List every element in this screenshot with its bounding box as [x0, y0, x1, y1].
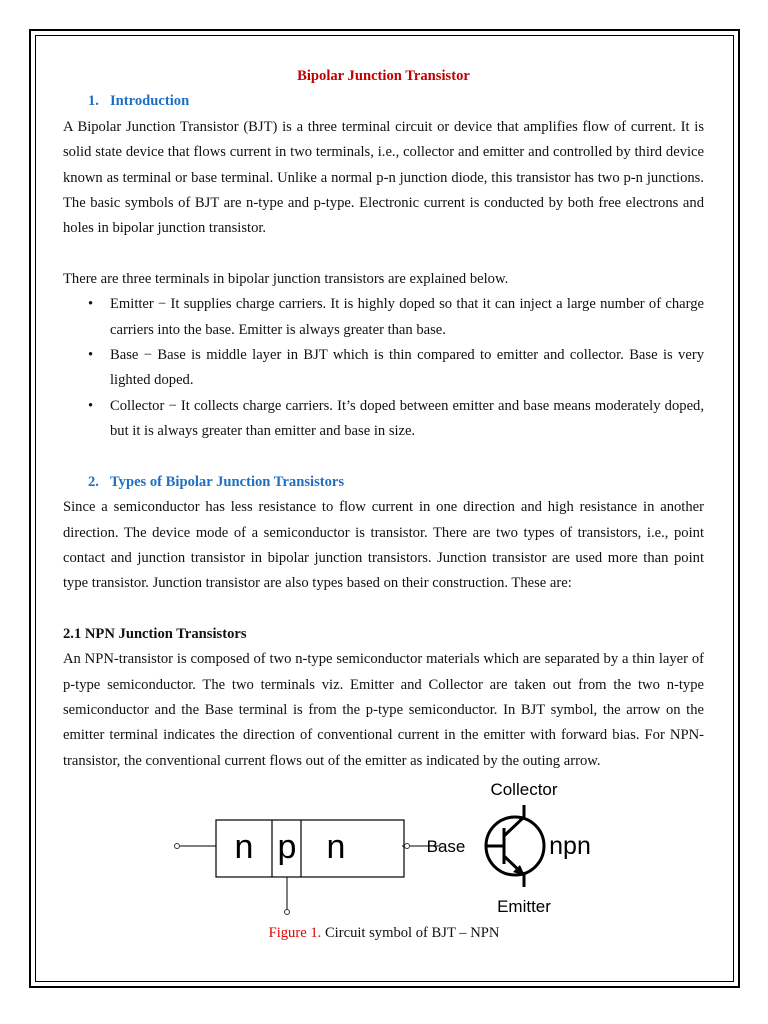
- list-item-emitter: • Emitter − It supplies charge carriers. It is highly doped so that it can inject a large number of charge carriers into the base. Emitter is always greater than base.: [63, 292, 704, 343]
- n-region-right: n: [326, 828, 346, 866]
- npn-transistor-symbol: [486, 805, 544, 887]
- list-item-collector: • Collector − It collects charge carriers. It’s doped between emitter and base means moderately doped, but it is always greater than emitter and base in size.: [63, 394, 704, 445]
- section-heading-introduction: [63, 89, 704, 114]
- terminals-intro: There are three terminals in bipolar junction transistors are explained below.: [63, 270, 509, 287]
- section-heading-types: [63, 470, 704, 495]
- subsection-heading-npn: 2.1 NPN Junction Transistors: [63, 625, 247, 642]
- terminal-dot: [405, 844, 410, 849]
- npn-type-label: npn: [549, 832, 591, 860]
- intro-paragraph: A Bipolar Junction Transistor (BJT) is a three terminal circuit or device that amplifies flow of current. It is solid state device that flows current in two terminals, i.e., collector and emitter and controlled by third device known as terminal or base terminal. Unlike a normal p-n junction diode, this transistor has two p-n junctions. The basic symbols of BJT are n-type and p-type. Electronic current is conducted by both free electrons and holes in bipolar junction transistor.: [63, 118, 704, 237]
- section-title: Introduction: [110, 93, 190, 110]
- types-paragraph: Since a semiconductor has less resistance to flow current in one direction and high resistance in another direction. The device mode of a semiconductor is transistor. There are two types of transistors, i.e., point contact and junction transistor in bipolar junction transistors. Junction transistor are used more than point type transistor. Junction transistor are also types based on their construction. These are:: [63, 499, 704, 592]
- n-region-left: n: [234, 828, 254, 866]
- terminals-list: [63, 292, 704, 444]
- npn-paragraph: An NPN-transistor is composed of two n-type semiconductor materials which are separated by a thin layer of p-type semiconductor. The two terminals viz. Emitter and Collector are taken out from the two n-type semiconductor and the Base terminal is from the p-type semiconductor. In BJT symbol, the arrow on the emitter terminal indicates the direction of conventional current in the emitter with forward bias. For NPN-transistor, the conventional current flows out of the emitter as indicated by the outing arrow.: [63, 651, 704, 769]
- figure-label: Figure 1.: [268, 925, 322, 941]
- paragraph-gap: [63, 597, 704, 622]
- section-title: Types of Bipolar Junction Transistors: [110, 473, 345, 490]
- npn-diagram: [170, 778, 610, 918]
- document-title: Bipolar Junction Transistor: [297, 68, 470, 84]
- paragraph-gap: [63, 445, 704, 470]
- collector-label: Collector: [490, 780, 558, 799]
- p-region: p: [277, 828, 297, 866]
- paragraph-gap: [63, 242, 704, 267]
- base-label: Base: [426, 837, 466, 856]
- document-body: [63, 64, 704, 774]
- figure-caption-text: Circuit symbol of BJT – NPN: [324, 925, 500, 941]
- figure-caption: [0, 925, 768, 942]
- npn-block-diagram: [175, 820, 441, 915]
- emitter-label: Emitter: [497, 897, 551, 916]
- section-number: 2.: [88, 473, 99, 490]
- section-number: 1.: [88, 93, 99, 110]
- list-item-base: • Base − Base is middle layer in BJT which is thin compared to emitter and collector. Base is very lighted doped.: [63, 343, 704, 394]
